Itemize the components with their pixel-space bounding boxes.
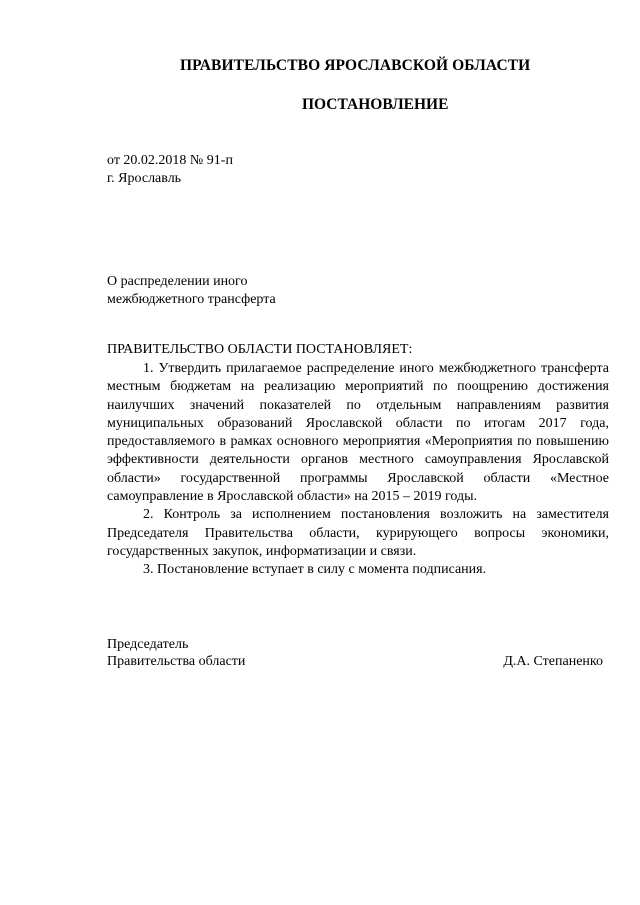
document-type: ПОСТАНОВЛЕНИЕ [302,96,449,113]
subject-line-1: О распределении иного [107,274,248,289]
document-subject [107,273,276,309]
government-title: ПРАВИТЕЛЬСТВО ЯРОСЛАВСКОЙ ОБЛАСТИ [180,57,531,74]
resolution-body [107,360,609,580]
subject-line-2: межбюджетного трансферта [107,292,276,307]
paragraph-1: 1. Утвердить прилагаемое распределение иного межбюджетного трансферта местным бюджетам на реализацию мероприятий по поощрению достижения наилучших значений показателей по отдельным направлениям развития муниципальных образований Ярославской области по итогам 2017 года, предоставляемого в рамках основного мероприятия «Мероприятия по повышению эффективности деятельности органов местного самоуправления Ярославской области» государственной программы Ярославской области «Местное самоуправление в Ярославской области» на 2015 – 2019 годы. [107,361,609,505]
document-city: г. Ярославль [107,171,182,186]
signatory-name: Д.А. Степаненко [503,654,603,669]
document-date-number: от 20.02.2018 № 91-п [107,153,233,168]
signatory-organization: Правительства области [107,654,246,669]
paragraph-3: 3. Постановление вступает в силу с момента подписания. [143,562,487,578]
paragraph-2: 2. Контроль за исполнением постановления возложить на заместителя Председателя Правительства области, курирующего вопросы экономики, государственных закупок, информатизации и связи. [107,507,609,559]
signatory-title: Председатель [107,637,189,652]
resolution-preamble: ПРАВИТЕЛЬСТВО ОБЛАСТИ ПОСТАНОВЛЯЕТ: [107,342,413,357]
